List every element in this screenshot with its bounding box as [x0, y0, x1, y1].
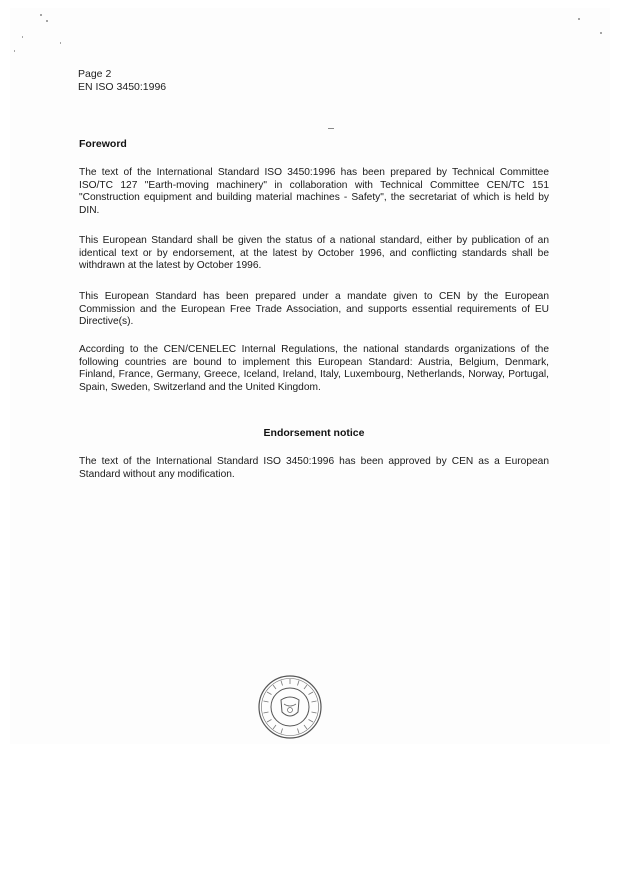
- foreword-paragraph-3: This European Standard has been prepared under a mandate given to CEN by the European Commission and the European Free Trade Association, and supports essential requirements of EU Directive(s).: [79, 291, 549, 328]
- scan-speck: [578, 18, 580, 20]
- scan-speck: [22, 36, 23, 38]
- page-number: Page 2: [78, 68, 112, 80]
- foreword-paragraph-4: According to the CEN/CENELEC Internal Regulations, the national standards organizations of the following countries are bound to implement this European Standard: Austria, Belgium, Denmark, Finland, France, Germany, Greece, Iceland, Ireland, Italy, Luxembourg, Netherlands, Norway, Portugal, Spain, Sweden, Switzerland and the United Kingdom.: [79, 344, 549, 393]
- scan-speck: [40, 14, 42, 16]
- standard-id: EN ISO 3450:1996: [78, 81, 167, 93]
- scan-speck: [60, 42, 61, 44]
- foreword-heading: Foreword: [79, 138, 127, 150]
- scan-speck: [328, 128, 334, 129]
- endorsement-heading: Endorsement notice: [263, 427, 365, 439]
- scan-speck: [600, 32, 602, 34]
- page-header: [78, 68, 166, 94]
- official-stamp-icon: [257, 674, 323, 740]
- foreword-paragraph-1: The text of the International Standard ISO 3450:1996 has been prepared by Technical Committee ISO/TC 127 "Earth-moving machinery" in collaboration with Technical Committee CEN/TC 151 "Construction equipment and building material machines - Safety", the secretariat of which is held by DIN.: [79, 167, 549, 216]
- endorsement-paragraph: The text of the International Standard ISO 3450:1996 has been approved by CEN as a European Standard without any modification.: [79, 456, 549, 480]
- scan-speck: [46, 20, 48, 22]
- foreword-paragraph-2: This European Standard shall be given the status of a national standard, either by publication of an identical text or by endorsement, at the latest by October 1996, and conflicting standards shall be withdrawn at the latest by October 1996.: [79, 235, 549, 272]
- scan-speck: [14, 50, 15, 52]
